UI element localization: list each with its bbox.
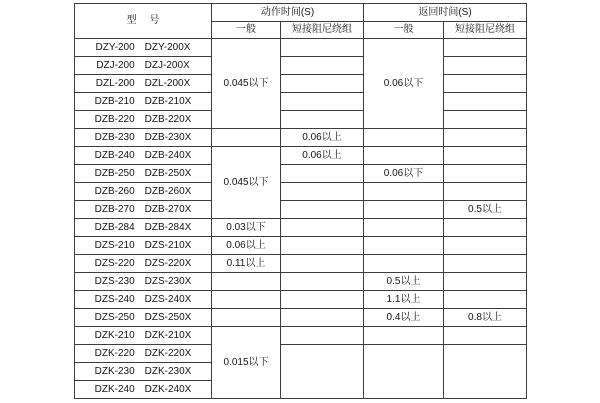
model-name-b: DZB-220X (144, 113, 192, 125)
model-cell (75, 201, 212, 219)
model-pair (75, 205, 211, 215)
return-damped-cell (444, 183, 527, 201)
model-pair (75, 367, 211, 377)
model-name-b: DZK-210X (144, 329, 192, 341)
model-pair (75, 295, 211, 305)
table-row (75, 345, 527, 363)
action-general-cell: 0.03以下 (212, 219, 281, 237)
subheader-return-general: 一般 (364, 22, 444, 39)
model-cell (75, 219, 212, 237)
model-name-b: DZL-200X (144, 77, 191, 89)
table-row (75, 183, 527, 201)
action-general-cell: 0.11以上 (212, 255, 281, 273)
action-damped-cell (281, 201, 364, 219)
model-cell (75, 129, 212, 147)
model-name-b: DZS-210X (144, 239, 192, 251)
model-pair (75, 43, 211, 53)
model-pair (75, 115, 211, 125)
table-row (75, 165, 527, 183)
return-damped-cell (444, 147, 527, 165)
model-name-b: DZS-220X (144, 257, 192, 269)
return-general-cell: 1.1以上 (364, 291, 444, 309)
table-row (75, 201, 527, 219)
return-damped-cell (444, 111, 527, 129)
model-pair (75, 79, 211, 89)
table-body (75, 39, 527, 399)
table-row (75, 309, 527, 327)
model-name-b: DZS-240X (144, 293, 192, 305)
model-name-a: DZS-220 (94, 257, 135, 269)
model-name-b: DZB-210X (144, 95, 192, 107)
return-damped-cell (444, 219, 527, 237)
return-damped-cell (444, 273, 527, 291)
action-damped-cell (281, 165, 364, 183)
model-pair (75, 61, 211, 71)
table-row (75, 93, 527, 111)
return-general-cell (364, 237, 444, 255)
return-general-cell: 0.06以下 (364, 165, 444, 183)
action-damped-cell (281, 273, 364, 291)
model-name-b: DZB-260X (144, 185, 192, 197)
action-damped-cell (281, 219, 364, 237)
return-general-cell (364, 147, 444, 165)
header-model: 型 号 (75, 4, 212, 39)
model-cell (75, 363, 212, 381)
model-pair (75, 223, 211, 233)
return-general-cell: 0.06以下 (364, 39, 444, 129)
model-name-a: DZY-200 (95, 41, 135, 53)
model-name-a: DZS-210 (94, 239, 135, 251)
model-pair (75, 259, 211, 269)
return-damped-cell (444, 291, 527, 309)
model-name-a: DZB-260 (94, 185, 135, 197)
return-general-cell: 0.4以上 (364, 309, 444, 327)
action-damped-cell (281, 183, 364, 201)
action-general-cell (212, 129, 281, 147)
model-name-b: DZK-220X (144, 347, 192, 359)
action-damped-cell: 0.06以上 (281, 129, 364, 147)
action-general-cell: 0.045以下 (212, 147, 281, 219)
table-row (75, 255, 527, 273)
action-damped-cell (281, 93, 364, 111)
return-general-cell (364, 327, 444, 345)
model-name-a: DZJ-200 (96, 59, 135, 71)
action-damped-cell (281, 39, 364, 57)
model-name-b: DZB-270X (144, 203, 192, 215)
model-cell (75, 165, 212, 183)
return-damped-cell (444, 75, 527, 93)
model-name-a: DZL-200 (95, 77, 135, 89)
action-damped-cell (281, 291, 364, 309)
model-pair (75, 133, 211, 143)
model-name-b: DZB-240X (144, 149, 192, 161)
subheader-return-damped-winding: 短接阻尼绕组 (444, 22, 527, 39)
subheader-action-damped-winding: 短接阻尼绕组 (281, 22, 364, 39)
return-damped-cell (444, 255, 527, 273)
model-name-b: DZK-230X (144, 365, 192, 377)
action-general-cell: 0.015以下 (212, 327, 281, 399)
model-cell (75, 237, 212, 255)
return-general-cell (364, 255, 444, 273)
action-general-cell (212, 309, 281, 327)
return-damped-cell (444, 327, 527, 345)
table-row (75, 129, 527, 147)
model-name-a: DZK-210 (94, 329, 135, 341)
table-row (75, 219, 527, 237)
model-name-b: DZB-284X (144, 221, 192, 233)
model-pair (75, 151, 211, 161)
model-pair (75, 187, 211, 197)
model-name-a: DZB-240 (94, 149, 135, 161)
model-pair (75, 97, 211, 107)
model-name-a: DZB-210 (94, 95, 135, 107)
model-pair (75, 241, 211, 251)
table-row (75, 75, 527, 93)
action-general-cell: 0.045以下 (212, 39, 281, 129)
model-cell (75, 381, 212, 399)
action-general-cell (212, 291, 281, 309)
table-row (75, 273, 527, 291)
model-cell (75, 309, 212, 327)
model-pair (75, 277, 211, 287)
return-damped-cell: 0.8以上 (444, 309, 527, 327)
header-group-row (75, 4, 527, 22)
return-general-cell (364, 129, 444, 147)
model-name-a: DZK-220 (94, 347, 135, 359)
model-pair (75, 313, 211, 323)
header-return-time: 返回时间(S) (364, 4, 527, 22)
model-name-b: DZB-230X (144, 131, 192, 143)
action-damped-cell (281, 309, 364, 327)
return-general-cell: 0.5以上 (364, 273, 444, 291)
relay-spec-table (74, 3, 527, 399)
model-name-b: DZS-250X (144, 311, 192, 323)
return-general-cell (364, 201, 444, 219)
return-general-cell (364, 219, 444, 237)
model-cell (75, 273, 212, 291)
action-damped-cell (281, 111, 364, 129)
action-damped-cell (281, 255, 364, 273)
action-general-cell (212, 273, 281, 291)
return-general-cell (364, 345, 444, 399)
model-name-b: DZB-250X (144, 167, 192, 179)
model-cell (75, 255, 212, 273)
action-damped-cell (281, 345, 364, 399)
model-pair (75, 169, 211, 179)
model-cell (75, 111, 212, 129)
model-name-a: DZB-230 (94, 131, 135, 143)
table-row (75, 147, 527, 165)
model-name-a: DZS-240 (94, 293, 135, 305)
model-name-a: DZB-250 (94, 167, 135, 179)
return-damped-cell (444, 237, 527, 255)
return-damped-cell (444, 165, 527, 183)
model-cell (75, 93, 212, 111)
return-damped-cell (444, 345, 527, 399)
model-name-a: DZS-230 (94, 275, 135, 287)
subheader-action-general: 一般 (212, 22, 281, 39)
model-cell (75, 327, 212, 345)
return-damped-cell (444, 93, 527, 111)
model-name-b: DZJ-200X (144, 59, 190, 71)
model-pair (75, 349, 211, 359)
model-name-a: DZK-230 (94, 365, 135, 377)
model-cell (75, 147, 212, 165)
model-name-a: DZS-250 (94, 311, 135, 323)
return-damped-cell: 0.5以上 (444, 201, 527, 219)
action-damped-cell (281, 75, 364, 93)
action-general-cell: 0.06以上 (212, 237, 281, 255)
action-damped-cell (281, 327, 364, 345)
table-row (75, 327, 527, 345)
table-row (75, 237, 527, 255)
model-name-b: DZS-230X (144, 275, 192, 287)
action-damped-cell (281, 237, 364, 255)
action-damped-cell: 0.06以上 (281, 147, 364, 165)
table-row (75, 57, 527, 75)
return-damped-cell (444, 39, 527, 57)
header-action-time: 动作时间(S) (212, 4, 364, 22)
return-damped-cell (444, 129, 527, 147)
model-name-b: DZY-200X (144, 41, 191, 53)
model-cell (75, 57, 212, 75)
spec-table-container (74, 3, 526, 399)
table-row (75, 39, 527, 57)
model-name-a: DZB-284 (94, 221, 135, 233)
model-cell (75, 345, 212, 363)
model-name-a: DZK-240 (94, 383, 135, 395)
action-damped-cell (281, 57, 364, 75)
table-row (75, 111, 527, 129)
model-cell (75, 39, 212, 57)
table-row (75, 291, 527, 309)
return-damped-cell (444, 57, 527, 75)
model-pair (75, 385, 211, 395)
model-name-a: DZB-220 (94, 113, 135, 125)
return-general-cell (364, 183, 444, 201)
model-name-a: DZB-270 (94, 203, 135, 215)
model-cell (75, 183, 212, 201)
model-cell (75, 291, 212, 309)
model-name-b: DZK-240X (144, 383, 192, 395)
model-pair (75, 331, 211, 341)
model-cell (75, 75, 212, 93)
